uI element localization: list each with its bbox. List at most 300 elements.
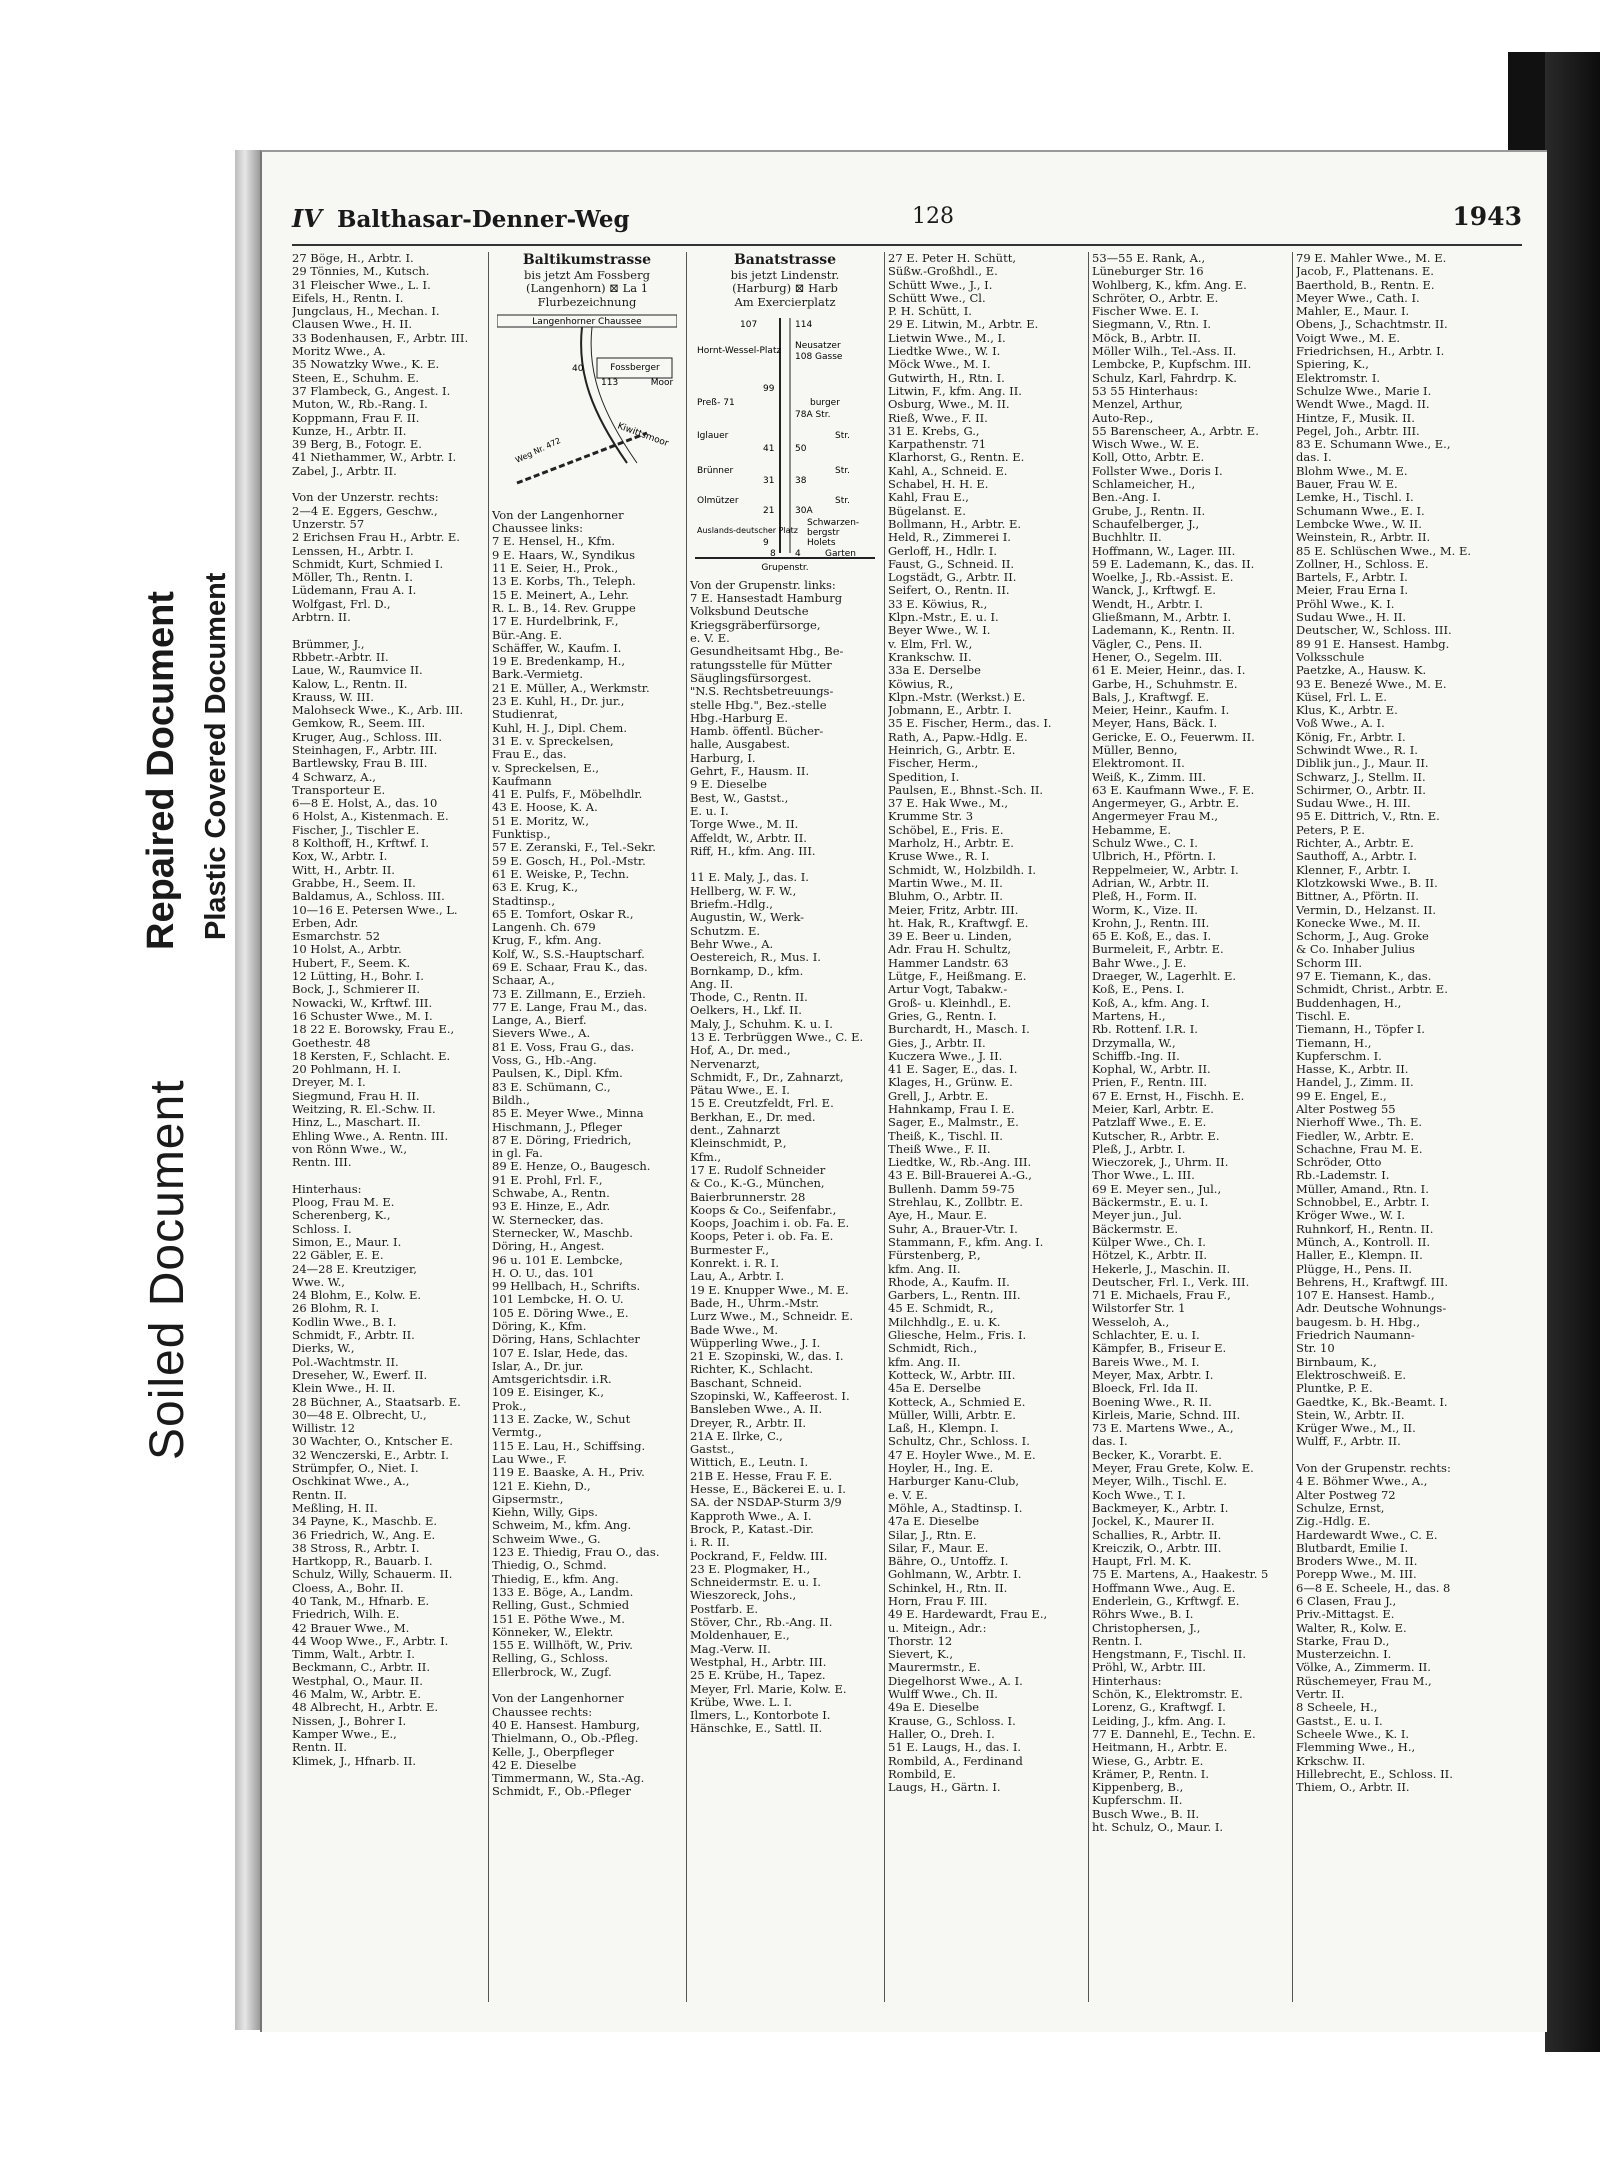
directory-entry: 31 E. Krebs, G.,	[888, 424, 980, 438]
directory-entry: Lemke, H., Tischl. I.	[1296, 491, 1414, 505]
directory-entry: Meier, Karl, Arbtr. E.	[1092, 1103, 1214, 1116]
directory-entry: 28 Büchner, A., Staatsarb. E.	[292, 1395, 461, 1409]
directory-entry: 41 E. Sager, E., das. I.	[888, 1063, 1018, 1077]
directory-entry: Unzerstr. 57	[292, 517, 365, 531]
directory-entry: Karpathenstr. 71	[888, 438, 987, 452]
directory-entry: 85 E. Schlüschen Wwe., M. E.	[1296, 544, 1471, 558]
directory-entry: Bittner, A., Pförtn. II.	[1296, 890, 1419, 904]
directory-entry: Schmidt, F., Ob.-Pfleger	[492, 1785, 631, 1799]
directory-entry: 61 E. Meier, Heinr., das. I.	[1092, 664, 1246, 678]
directory-entry: Christophersen, J.,	[1092, 1621, 1201, 1635]
directory-entry	[292, 624, 484, 637]
directory-entry: 47 E. Hoyler Wwe., M. E.	[888, 1448, 1036, 1462]
column-1	[292, 252, 484, 2012]
directory-entry: Meyer jun., Jul.	[1092, 1209, 1182, 1223]
directory-entry: Heitmann, H., Arbtr. E.	[1092, 1741, 1228, 1755]
directory-entry: Simon, E., Maur. I.	[292, 1235, 402, 1249]
directory-entry: 40 Tank, M., Hfnarb. E.	[292, 1594, 430, 1608]
directory-entry: 75 E. Martens, A., Haakestr. 5	[1092, 1568, 1269, 1582]
directory-entry: 10—16 E. Petersen Wwe., L.	[292, 903, 458, 917]
directory-entry: Köwius, R.,	[888, 677, 954, 691]
directory-entry: Friedrich, Wilh. E.	[292, 1608, 400, 1622]
directory-entry: 17 E. Rudolf Schneider	[690, 1163, 826, 1177]
directory-entry: Angermeyer Frau M.,	[1092, 810, 1219, 824]
directory-entry: Hoyler, H., Ing. E.	[888, 1462, 994, 1476]
directory-entry: 133 E. Böge, A., Landm.	[492, 1585, 634, 1599]
directory-entry: R. L. B., 14. Rev. Gruppe	[492, 601, 636, 615]
directory-entry: Wüpperling Wwe., J. I.	[690, 1336, 821, 1350]
directory-entry: Rentn. II.	[292, 1488, 347, 1502]
directory-entry: Süßw.-Großhdl., E.	[888, 265, 998, 279]
directory-entry: Koops, Joachim i. ob. Fa. E.	[690, 1217, 850, 1231]
directory-entry: Lembcke, P., Kupfschm. III.	[1092, 358, 1252, 372]
directory-entry: Paulsen, E., Bhnst.-Sch. II.	[888, 783, 1044, 797]
directory-entry: 6 Holst, A., Kistenmach. E.	[292, 810, 449, 824]
map-label: Str.	[835, 465, 850, 476]
directory-entry: Lurz Wwe., M., Schneidr. E.	[690, 1310, 854, 1324]
directory-entry: 99 E. Engel, E.,	[1296, 1089, 1387, 1103]
directory-entry: 42 E. Dieselbe	[492, 1758, 577, 1772]
directory-entry: Schloss. I.	[292, 1222, 352, 1236]
directory-entry: Meyer, Max, Arbtr. I.	[1092, 1368, 1214, 1382]
map-label: bergstr	[807, 527, 840, 538]
directory-entry: Hardewardt Wwe., C. E.	[1296, 1528, 1438, 1542]
directory-entry: Wieczorek, J., Uhrm. II.	[1092, 1156, 1229, 1170]
directory-entry: 24—28 E. Kreutziger,	[292, 1262, 417, 1276]
header-rule	[292, 244, 1522, 246]
map-label: 9	[763, 537, 769, 548]
directory-entry: Strehlau, K., Zollbtr. E.	[888, 1196, 1023, 1210]
directory-entry: Fürstenberg, P.,	[888, 1249, 981, 1263]
directory-entry: u. Miteign., Adr.:	[888, 1621, 987, 1635]
directory-entry: Sievert, K.,	[888, 1648, 953, 1662]
directory-entry: Hahnkamp, Frau I. E.	[888, 1103, 1015, 1116]
directory-entry: Schröder, Otto	[1296, 1156, 1382, 1170]
map-label: 4	[795, 548, 801, 559]
directory-entry: 30 Wachter, O., Kntscher E.	[292, 1435, 453, 1449]
directory-entry: Möller Wilh., Tel.-Ass. II.	[1092, 345, 1237, 359]
map-label: Kiwittsmoor	[615, 421, 670, 450]
directory-entry: das. I.	[1092, 1435, 1128, 1449]
directory-entry: Koops & Co., Seifenfabr.,	[690, 1203, 837, 1217]
directory-entry: Stadtinsp.,	[492, 894, 555, 908]
directory-entry: 91 E. Prohl, Frl. F.,	[492, 1173, 603, 1187]
directory-entry: Prok.,	[492, 1399, 527, 1413]
map-label: Preß- 71	[697, 397, 735, 408]
directory-entry: Alter Postweg 55	[1296, 1103, 1396, 1116]
directory-entry: 73 E. Zillmann, E., Erzieh.	[492, 987, 646, 1001]
directory-entry: 87 E. Döring, Friedrich,	[492, 1133, 632, 1147]
directory-entry: Gipsermstr.,	[492, 1492, 564, 1506]
directory-entry: Vermin, D., Helzanst. II.	[1296, 903, 1437, 917]
directory-entry: Burmester F.,	[690, 1243, 770, 1257]
directory-entry: 2—4 E. Eggers, Geschw.,	[292, 504, 438, 518]
column-divider	[686, 252, 687, 2002]
directory-entry: 42 Brauer Wwe., M.	[292, 1621, 410, 1635]
baltikumstrasse-entries	[492, 509, 682, 1799]
directory-entry: 31 E. v. Spreckelsen,	[492, 734, 614, 748]
directory-entry: Wieszoreck, Johs.,	[690, 1589, 797, 1603]
directory-entry: e. V. E.	[888, 1488, 928, 1502]
directory-entry: Garbers, L., Rentn. III.	[888, 1289, 1021, 1303]
directory-entry: Pluntke, P. E.	[1296, 1382, 1373, 1396]
directory-entry: 69 E. Schaar, Frau K., das.	[492, 960, 648, 974]
directory-entry: Voß Wwe., A. I.	[1296, 717, 1385, 731]
directory-entry: Pleß, J., Arbtr. I.	[1092, 1142, 1186, 1156]
directory-entry: Thor Wwe., L. III.	[1092, 1169, 1195, 1183]
directory-entry: Lüdemann, Frau A. I.	[292, 584, 417, 598]
directory-entry: 13 E. Terbrüggen Wwe., C. E.	[690, 1030, 864, 1044]
directory-entry: Brock, P., Katast.-Dir.	[690, 1522, 814, 1536]
directory-entry: Koß, A., kfm. Ang. I.	[1092, 996, 1210, 1010]
directory-entry: Könneker, W., Elektr.	[492, 1625, 614, 1639]
directory-entry: H. O. U., das. 101	[492, 1266, 595, 1280]
directory-entry: Wulff, F., Arbtr. II.	[1296, 1435, 1401, 1449]
directory-entry: Schachne, Frau M. E.	[1296, 1142, 1423, 1156]
directory-entry: Kutscher, R., Arbtr. E.	[1092, 1129, 1220, 1143]
directory-entry: Volksschule	[1296, 650, 1365, 664]
directory-entry: Weinstein, R., Arbtr. II.	[1296, 531, 1431, 545]
directory-entry: v. Spreckelsen, E.,	[492, 761, 600, 775]
directory-entry: 21 E. Müller, A., Werkmstr.	[492, 681, 650, 695]
directory-entry: Langenh. Ch. 679	[492, 921, 596, 935]
street-title-banatstrasse: Banatstrasse	[733, 252, 837, 268]
map-label: Garten	[825, 548, 856, 559]
directory-entry: Klarhorst, G., Rentn. E.	[888, 451, 1025, 465]
directory-entry: Blutbardt, Emilie I.	[1296, 1541, 1409, 1555]
directory-entry: Ruhnkorf, H., Rentn. II.	[1296, 1222, 1434, 1236]
directory-entry: Konrekt. i. R. I.	[690, 1257, 779, 1271]
directory-entry: 8 Scheele, H.,	[1296, 1701, 1378, 1715]
directory-entry: Schmidt, F., Dr., Zahnarzt,	[690, 1070, 844, 1084]
directory-entry: 89 91 E. Hansest. Hambg.	[1296, 637, 1450, 651]
directory-entry: Moritz Wwe., A.	[292, 345, 386, 359]
directory-entry: ht. Hak, R., Kraftwgf. E.	[888, 916, 1029, 930]
map-label: Weg Nr. 472	[514, 435, 563, 465]
directory-entry: Rb.-Lademstr. I.	[1296, 1169, 1390, 1183]
directory-entry: Bansleben Wwe., A. II.	[690, 1403, 823, 1417]
directory-entry: Starke, Frau D.,	[1296, 1634, 1390, 1648]
directory-entry: Fischer Wwe. E. I.	[1092, 305, 1200, 319]
directory-entry: Schütt Wwe., Cl.	[888, 291, 986, 305]
directory-entry: Kotteck, W., Arbtr. III.	[888, 1368, 1016, 1382]
directory-entry: Beckmann, C., Arbtr. II.	[292, 1661, 430, 1675]
directory-entry: 6 Clasen, Frau J.,	[1296, 1594, 1397, 1608]
map-label: 41	[763, 443, 775, 454]
directory-entry: Buchhltr. II.	[1092, 531, 1162, 545]
directory-entry: Adrian, W., Arbtr. II.	[1092, 876, 1210, 890]
directory-entry: Elektromont. II.	[1092, 757, 1185, 771]
directory-entry: Lütge, F., Heißmang. E.	[888, 970, 1027, 984]
directory-entry: 10 Holst, A., Arbtr.	[292, 943, 402, 957]
directory-entry: Harburger Kanu-Club,	[888, 1475, 1020, 1489]
directory-entry: 39 Berg, B., Fotogr. E.	[292, 438, 422, 452]
directory-entry: 59 E. Lademann, K., das. II.	[1092, 557, 1255, 571]
directory-entry: Kupferschm. I.	[1296, 1049, 1382, 1063]
directory-entry: Str. 10	[1296, 1342, 1335, 1356]
directory-entry: Stöver, Chr., Rb.-Ang. II.	[690, 1616, 833, 1630]
directory-entry: Voigt Wwe., M. E.	[1296, 331, 1401, 345]
directory-entry: ratungsstelle für Mütter	[690, 658, 832, 672]
directory-entry: Rentn. III.	[292, 1156, 352, 1170]
directory-entry: Wanck, J., Krftwgf. E.	[1092, 584, 1216, 598]
directory-entry: 38 Stross, R., Arbtr. I.	[292, 1541, 420, 1555]
directory-entry: Chaussee rechts:	[492, 1705, 593, 1719]
directory-entry: Haupt, Frl. M. K.	[1092, 1555, 1192, 1569]
directory-entry: Lüneburger Str. 16	[1092, 265, 1204, 279]
directory-entry: Kodlin Wwe., B. I.	[292, 1315, 397, 1329]
directory-entry: Krumme Str. 3	[888, 810, 974, 824]
directory-entry: 49a E. Dieselbe	[888, 1701, 980, 1715]
directory-entry: 29 Tönnies, M., Kutsch.	[292, 265, 430, 279]
directory-entry: Pleß, H., Form. II.	[1092, 890, 1197, 904]
directory-entry: 43 E. Hoose, K. A.	[492, 801, 598, 815]
directory-entry: 32 Wenczerski, E., Arbtr. I.	[292, 1448, 449, 1462]
directory-entry: Kunze, H., Arbtr. II.	[292, 424, 407, 438]
directory-entry: Witt, H., Arbtr. II.	[292, 863, 395, 877]
directory-entry: Meyer, Frau Grete, Kolw. E.	[1092, 1462, 1254, 1476]
directory-entry: Rb. Rottenf. I.R. I.	[1092, 1023, 1198, 1037]
column-divider	[884, 252, 885, 2002]
directory-entry: Brümmer, J.,	[292, 637, 365, 651]
directory-entry: 101 Lembcke, H. O. U.	[492, 1293, 624, 1307]
directory-entry: Kämpfer, B., Friseur E.	[1092, 1342, 1227, 1356]
map-label: Schwarzen-	[807, 517, 860, 528]
directory-entry: W. Sternecker, das.	[492, 1213, 604, 1227]
directory-entry: Paetzke, A., Hausw. K.	[1296, 664, 1427, 678]
directory-entry: Gericke, E. O., Feuerwm. II.	[1092, 730, 1255, 744]
directory-entry: Schweim, M., kfm. Ang.	[492, 1519, 632, 1533]
directory-entry: Meßling, H. II.	[292, 1501, 378, 1515]
directory-entry: Menzel, Arthur,	[1092, 398, 1183, 412]
map-label: 78A Str.	[795, 409, 831, 420]
directory-entry: Krkschw. II.	[1296, 1754, 1366, 1768]
directory-entry: Schultz, Chr., Schloss. I.	[888, 1435, 1030, 1449]
directory-entry: 6—8 E. Holst, A., das. 10	[292, 797, 438, 811]
directory-entry: Koops, Peter i. ob. Fa. E.	[690, 1230, 834, 1244]
directory-entry: 33 E. Köwius, R.,	[888, 597, 988, 611]
directory-entry: Klpn.-Mstr. (Werkst.) E.	[888, 690, 1026, 704]
directory-entry: Horn, Frau F. III.	[888, 1594, 988, 1608]
directory-entry: 79 E. Mahler Wwe., M. E.	[1296, 252, 1447, 265]
directory-entry: Koll, Otto, Arbtr. E.	[1092, 451, 1205, 465]
directory-entry: 12 Lütting, H., Bohr. I.	[292, 970, 424, 984]
directory-entry: Pockrand, F., Feldw. III.	[690, 1549, 828, 1563]
page-number: 128	[912, 204, 954, 229]
directory-entry: Bügelanst. E.	[888, 504, 966, 518]
map-label: Grupenstr.	[761, 562, 809, 573]
directory-entry: 18 Kersten, F., Schlacht. E.	[292, 1049, 451, 1063]
directory-entry: Meyer Wwe., Cath. I.	[1296, 291, 1420, 305]
directory-entry: Kiehn, Willy, Gips.	[492, 1506, 598, 1520]
street-note: bis jetzt Lindenstr.	[730, 268, 840, 282]
directory-entry: Ulbrich, H., Pförtn. I.	[1092, 850, 1217, 864]
directory-entry: Tiemann, H., Töpfer I.	[1296, 1023, 1425, 1037]
column-5	[1092, 252, 1288, 2012]
directory-entry: Grabbe, H., Seem. II.	[292, 876, 416, 890]
directory-entry: Friedrichsen, H., Arbtr. I.	[1296, 345, 1445, 359]
directory-entry: Oestereich, R., Mus. I.	[690, 951, 821, 965]
directory-entry: 45 E. Schmidt, R.,	[888, 1302, 994, 1316]
directory-entry: 109 E. Eisinger, K.,	[492, 1386, 604, 1400]
directory-entry: 7 E. Hansestadt Hamburg	[690, 592, 843, 606]
directory-entry: Bahr Wwe., J. E.	[1092, 956, 1187, 970]
map-label: 50	[795, 443, 807, 454]
map-label: Langenhorner Chaussee	[532, 316, 642, 327]
directory-entry: Kotteck, A., Schmied E.	[888, 1395, 1026, 1409]
directory-entry: Oelkers, H., Lkf. II.	[690, 1004, 802, 1018]
directory-entry: Krämer, P., Rentn. I.	[1092, 1767, 1209, 1781]
directory-entry: Bullenh. Damm 59-75	[888, 1182, 1015, 1196]
directory-entry	[1296, 1449, 1518, 1462]
directory-entry: Eifels, H., Rentn. I.	[292, 291, 404, 305]
directory-entry: Augustin, W., Werk-	[690, 911, 805, 925]
directory-entry: 29 E. Litwin, M., Arbtr. E.	[888, 318, 1039, 332]
directory-entry: Fischer, J., Tischler E.	[292, 823, 420, 837]
directory-entry: Bildh.,	[492, 1093, 530, 1107]
directory-entry: Hebamme, E.	[1092, 823, 1172, 837]
directory-entry: Schlachter, E. u. I.	[1092, 1329, 1200, 1343]
directory-entry: Bornkamp, D., kfm.	[690, 964, 804, 978]
directory-entry: dent., Zahnarzt	[690, 1124, 780, 1138]
directory-entry: Hoffmann, W., Lager. III.	[1092, 544, 1236, 558]
directory-entry: Amtsgerichtsdir. i.R.	[492, 1373, 612, 1387]
directory-entry: Heinrich, G., Arbtr. E.	[888, 743, 1016, 757]
directory-entry: Spiering, K.,	[1296, 358, 1369, 372]
map-label: Olmützer	[697, 495, 739, 506]
directory-entry: Behrens, H., Kraftwgf. III.	[1296, 1275, 1449, 1289]
directory-entry: Riff, H., kfm. Ang. III.	[690, 844, 816, 858]
directory-entry: Kuczera Wwe., J. II.	[888, 1049, 1003, 1063]
map-label: Moor	[650, 377, 674, 388]
directory-entry: 15 E. Meinert, A., Lehr.	[492, 588, 629, 602]
directory-entry: E. u. I.	[690, 804, 729, 818]
directory-entry: Handel, J., Zimm. II.	[1296, 1076, 1414, 1090]
directory-entry: 48 Albrecht, H., Arbtr. E.	[292, 1701, 439, 1715]
map-label: 8	[770, 548, 776, 559]
directory-entry: Krug, F., kfm. Ang.	[492, 934, 602, 948]
map-label: 108 Gasse	[795, 351, 843, 362]
directory-entry: 113 E. Zacke, W., Schut	[492, 1413, 631, 1427]
map-label: Hornt-Wessel-Platz	[697, 345, 782, 356]
directory-entry: Goethestr. 48	[292, 1036, 371, 1050]
directory-entry: Baerthold, B., Rentn. E.	[1296, 278, 1435, 292]
directory-entry: Osburg, Wwe., M. II.	[888, 398, 1010, 412]
street-title-baltikumstrasse: Baltikumstrasse	[522, 252, 652, 268]
directory-entry: ht. Schulz, O., Maur. I.	[1092, 1821, 1224, 1835]
directory-entry: 41 Niethammer, W., Arbtr. I.	[292, 451, 457, 465]
directory-entry: Ellerbrock, W., Zugf.	[492, 1665, 612, 1679]
directory-entry: Hänschke, E., Sattl. II.	[690, 1722, 823, 1736]
directory-entry: 11 E. Maly, J., das. I.	[690, 871, 809, 885]
directory-entry: Rieß, Wwe., F. II.	[888, 411, 988, 425]
directory-entry: Wiese, G., Arbtr. E.	[1092, 1754, 1204, 1768]
directory-entry: Schlameicher, H.,	[1092, 478, 1196, 492]
directory-entry: 123 E. Thiedig, Frau O., das.	[492, 1546, 660, 1560]
directory-entry: 155 E. Willhöft, W., Priv.	[492, 1639, 633, 1653]
directory-entry: Döring, K., Kfm.	[492, 1320, 587, 1333]
directory-entry: Studienrat,	[492, 708, 558, 722]
directory-entry: Von der Unzerstr. rechts:	[292, 491, 439, 505]
directory-entry: 51 E. Moritz, W.,	[492, 814, 589, 828]
directory-entry: Auto-Rep.,	[1092, 411, 1154, 425]
directory-entry: Schallies, R., Arbtr. II.	[1092, 1528, 1222, 1542]
directory-entry: Pröhl Wwe., K. I.	[1296, 597, 1395, 611]
directory-entry: 15 E. Creutzfeldt, Frl. E.	[690, 1097, 834, 1111]
directory-entry: Hartkopp, R., Bauarb. I.	[292, 1555, 433, 1569]
directory-entry: Koch Wwe., T. I.	[1092, 1488, 1186, 1502]
directory-entry: Meier, Frau Erna I.	[1296, 584, 1409, 598]
directory-entry: Patzlaff Wwe., E. E.	[1092, 1116, 1207, 1130]
directory-entry: 39 E. Beer u. Linden,	[888, 930, 1012, 944]
directory-entry: Richter, K., Schlacht.	[690, 1363, 814, 1377]
directory-entry: Zig.-Hdlg. E.	[1296, 1515, 1371, 1529]
directory-entry: Sager, E., Malmstr., E.	[888, 1116, 1019, 1130]
directory-entry: Kuhl, H. J., Dipl. Chem.	[492, 721, 627, 735]
directory-entry: Bäckermstr., E. u. I.	[1092, 1196, 1209, 1210]
directory-entry: Drzymalla, W.,	[1092, 1036, 1176, 1050]
directory-entry: Spedition, I.	[888, 770, 960, 784]
directory-entry: Kelle, J., Oberpfleger	[492, 1745, 614, 1759]
directory-entry: Oschkinat Wwe., A.,	[292, 1475, 410, 1489]
directory-entry: Rath, A., Papw.-Hdlg. E.	[888, 730, 1028, 744]
directory-entry: Relling, Gust., Schmied	[492, 1599, 630, 1613]
directory-entry: Walter, R., Kolw. E.	[1296, 1621, 1407, 1635]
directory-entry: 11 E. Seier, H., Prok.,	[492, 562, 619, 576]
side-labels	[100, 430, 250, 1490]
directory-entry: 26 Blohm, R. I.	[292, 1302, 380, 1316]
directory-entry: Wesseloh, A.,	[1092, 1315, 1170, 1329]
directory-entry: e. V. E.	[690, 632, 730, 646]
directory-entry: 83 E. Schümann, C.,	[492, 1080, 611, 1094]
directory-entry: Grube, J., Rentn. II.	[1092, 504, 1206, 518]
directory-entry: Voss, G., Hb.-Ang.	[492, 1054, 597, 1068]
directory-entry: Schäffer, W., Kaufm. I.	[492, 641, 622, 655]
directory-entry: Gastst.,	[690, 1443, 735, 1457]
directory-entry: Leiding, J., kfm. Ang. I.	[1092, 1714, 1226, 1728]
directory-entry: 9 E. Dieselbe	[690, 778, 767, 792]
directory-entry: 17 E. Hurdelbrink, F.,	[492, 615, 619, 629]
directory-entry: 6—8 E. Scheele, H., das. 8	[1296, 1581, 1451, 1595]
directory-entry: Seifert, O., Rentn. II.	[888, 584, 1010, 598]
directory-entry: Hof, A., Dr. med.,	[690, 1044, 791, 1058]
directory-entry: Hekerle, J., Maschin. II.	[1092, 1262, 1231, 1276]
directory-entry: Hintze, F., Musik. II.	[1296, 411, 1415, 425]
directory-entry: 53—55 E. Rank, A.,	[1092, 252, 1206, 265]
directory-entry: Westphal, O., Maur. II.	[292, 1674, 423, 1688]
directory-entry: 34 Payne, K., Maschb. E.	[292, 1515, 438, 1529]
map-label: Neusatzer	[795, 340, 841, 351]
directory-entry: Nierhoff Wwe., Th. E.	[1296, 1116, 1423, 1130]
directory-entry: Hoffmann Wwe., Aug. E.	[1092, 1581, 1236, 1595]
directory-entry: Silar, F., Maur. E.	[888, 1541, 989, 1555]
column-divider	[488, 252, 489, 2002]
directory-entry: 2 Erichsen Frau H., Arbtr. E.	[292, 531, 460, 545]
directory-entry: 27 E. Peter H. Schütt,	[888, 252, 1016, 265]
directory-entry: Obens, J., Schachtmstr. II.	[1296, 318, 1448, 332]
directory-entry: Bähre, O., Untoffz. I.	[888, 1555, 1009, 1569]
directory-entry: Szopinski, W., Kaffeerost. I.	[690, 1390, 850, 1403]
directory-entry: Schmidt, F., Arbtr. II.	[292, 1329, 415, 1343]
directory-entry: 99 Hellbach, H., Schrifts.	[492, 1280, 641, 1294]
directory-entry: 96 u. 101 E. Lembcke,	[492, 1253, 623, 1267]
directory-entry: Meier, Heinr., Kaufm. I.	[1092, 704, 1230, 718]
directory-entry: Elektromstr. I.	[1296, 371, 1381, 385]
directory-entry: Bluhm, O., Arbtr. II.	[888, 890, 1003, 904]
directory-entry: 20 Pohlmann, H. I.	[292, 1063, 401, 1077]
directory-entry: Liedtke, W., Rb.-Ang. III.	[888, 1156, 1032, 1170]
directory-entry: Schutzm. E.	[690, 924, 761, 938]
